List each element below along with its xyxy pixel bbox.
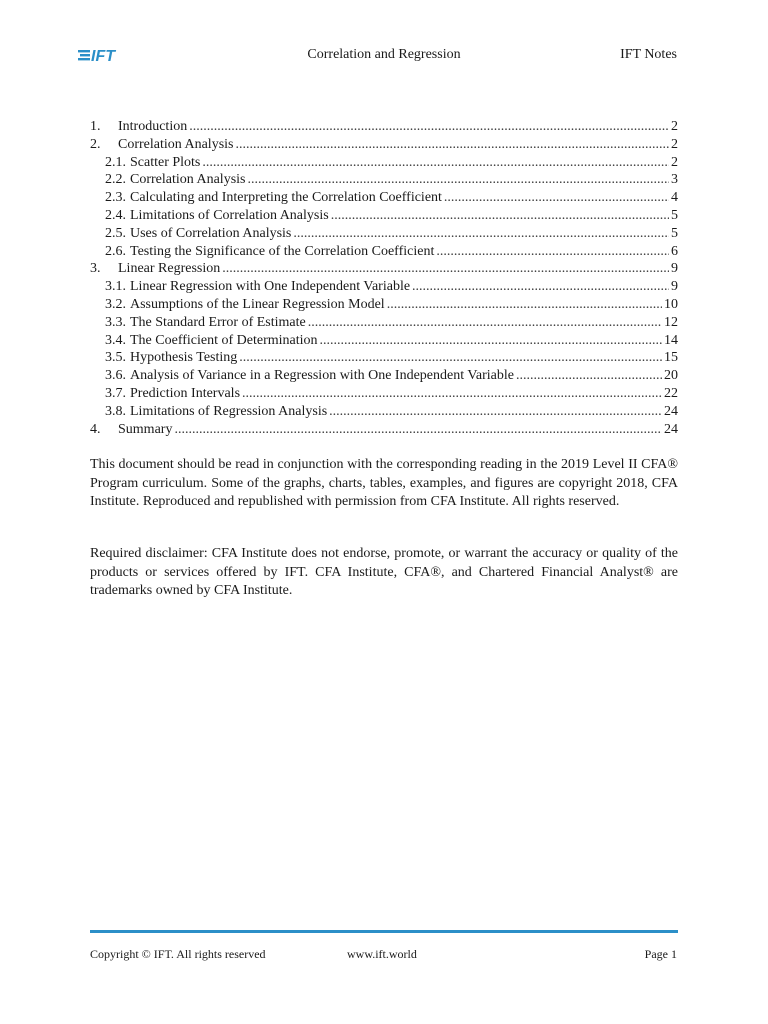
toc-entry-title: Limitations of Correlation Analysis	[130, 207, 329, 223]
toc-entry-page: 9	[671, 261, 678, 277]
toc-entry-title: Summary	[118, 421, 173, 437]
toc-dot-leader	[308, 314, 662, 332]
toc-entry-page: 10	[664, 296, 678, 312]
toc-entry-title: Uses of Correlation Analysis	[130, 225, 292, 241]
toc-dot-leader	[236, 136, 670, 154]
toc-entry[interactable]	[90, 332, 678, 350]
toc-entry-number: 3.6.	[105, 368, 126, 384]
toc-entry-page: 24	[664, 421, 678, 437]
toc-entry-number: 3.5.	[105, 350, 126, 366]
footer-page-number: Page 1	[644, 947, 677, 961]
toc-entry-page: 2	[671, 119, 678, 134]
toc-entry[interactable]	[90, 314, 678, 332]
toc-entry-title: Testing the Significance of the Correlation Coefficient	[130, 243, 435, 259]
header-notes-label: IFT Notes	[620, 47, 677, 62]
toc-entry-page: 14	[664, 332, 678, 348]
toc-entry-title: Scatter Plots	[130, 154, 201, 170]
svg-text:IFT: IFT	[91, 48, 115, 65]
toc-entry-number: 3.3.	[105, 314, 126, 330]
toc-entry[interactable]	[90, 367, 678, 385]
toc-entry-number: 4.	[90, 421, 101, 437]
toc-dot-leader	[293, 225, 669, 243]
toc-entry-number: 2.2.	[105, 172, 126, 188]
toc-entry-number: 2.6.	[105, 243, 126, 259]
toc-entry-page: 22	[664, 385, 678, 401]
toc-dot-leader	[412, 278, 669, 296]
toc-entry[interactable]	[90, 189, 678, 207]
disclaimer-paragraph: Required disclaimer: CFA Institute does not endorse, promote, or warrant the accuracy or quality of the products or services offered by IFT. CFA Institute, CFA®, and Chartered Financial Analyst® are trademarks owned by CFA Institute.	[90, 546, 678, 599]
toc-entry-number: 3.7.	[105, 385, 126, 401]
footer-copyright: Copyright © IFT. All rights reserved	[90, 947, 266, 961]
toc-entry-number: 3.1.	[105, 279, 126, 295]
toc-entry-title: The Standard Error of Estimate	[130, 314, 306, 330]
toc-entry-title: Limitations of Regression Analysis	[130, 403, 328, 419]
toc-entry-page: 15	[664, 350, 678, 366]
toc-entry[interactable]	[90, 225, 678, 243]
toc-entry-number: 2.	[90, 136, 101, 152]
toc-entry-number: 1.	[90, 119, 101, 134]
toc-entry[interactable]	[90, 171, 678, 189]
toc-dot-leader	[516, 367, 662, 385]
toc-entry-title: Introduction	[118, 119, 188, 134]
toc-entry-title: The Coefficient of Determination	[130, 332, 318, 348]
toc-entry-number: 3.4.	[105, 332, 126, 348]
intro-paragraph: This document should be read in conjunction with the corresponding reading in the 2019 Level II CFA® Program curriculum. Some of the graphs, charts, tables, examples, and figures are copyright 2018, CFA Institute. Reproduced and republished with permission from CFA Institute. All rights reserved.	[90, 457, 678, 510]
toc-dot-leader	[331, 207, 669, 225]
toc-entry[interactable]	[90, 154, 678, 172]
toc-entry[interactable]	[90, 260, 678, 278]
toc-dot-leader	[222, 260, 669, 278]
toc-entry-page: 5	[671, 225, 678, 241]
toc-dot-leader	[329, 403, 662, 421]
toc-entry[interactable]	[90, 207, 678, 225]
document-title: Correlation and Regression	[307, 47, 461, 62]
toc-dot-leader	[444, 189, 669, 207]
toc-entry-title: Linear Regression	[118, 261, 221, 277]
toc-entry-number: 2.1.	[105, 154, 126, 170]
toc-entry[interactable]	[90, 296, 678, 314]
toc-entry-title: Hypothesis Testing	[130, 350, 238, 366]
toc-dot-leader	[248, 171, 670, 189]
toc-entry-number: 3.2.	[105, 296, 126, 312]
toc-entry[interactable]	[90, 118, 678, 136]
toc-dot-leader	[174, 421, 662, 439]
toc-entry[interactable]	[90, 136, 678, 154]
toc-entry-page: 24	[664, 403, 678, 419]
footer-divider	[90, 930, 678, 933]
toc-entry-title: Analysis of Variance in a Regression with One Independent Variable	[130, 368, 514, 384]
toc-dot-leader	[239, 349, 662, 367]
toc-dot-leader	[320, 332, 662, 350]
toc-entry-title: Prediction Intervals	[130, 385, 241, 401]
toc-entry-page: 6	[671, 243, 678, 259]
toc-entry-title: Correlation Analysis	[118, 136, 234, 152]
toc-entry-page: 9	[671, 279, 678, 295]
toc-entry-title: Assumptions of the Linear Regression Model	[130, 296, 385, 312]
toc-entry-title: Linear Regression with One Independent Variable	[130, 279, 411, 295]
toc-entry-number: 2.4.	[105, 207, 126, 223]
toc-entry-page: 2	[671, 154, 678, 170]
toc-entry-page: 3	[671, 172, 678, 188]
table-of-contents	[90, 118, 678, 438]
toc-dot-leader	[387, 296, 662, 314]
toc-entry[interactable]	[90, 243, 678, 261]
toc-dot-leader	[242, 385, 662, 403]
toc-entry-page: 20	[664, 368, 678, 384]
toc-entry-number: 2.5.	[105, 225, 126, 241]
toc-entry-title: Calculating and Interpreting the Correlation Coefficient	[130, 190, 442, 206]
toc-entry[interactable]	[90, 278, 678, 296]
toc-entry-title: Correlation Analysis	[130, 172, 246, 188]
toc-dot-leader	[202, 154, 669, 172]
toc-entry[interactable]	[90, 403, 678, 421]
toc-entry-number: 3.8.	[105, 403, 126, 419]
toc-entry-page: 5	[671, 207, 678, 223]
footer-website: www.ift.world	[347, 947, 417, 961]
toc-entry-number: 3.	[90, 261, 101, 277]
toc-entry-number: 2.3.	[105, 190, 126, 206]
toc-entry-page: 4	[671, 190, 678, 206]
toc-entry[interactable]	[90, 421, 678, 439]
toc-dot-leader	[436, 243, 669, 261]
toc-entry[interactable]	[90, 349, 678, 367]
toc-dot-leader	[189, 118, 669, 136]
page-header	[0, 0, 768, 80]
toc-entry-page: 12	[664, 314, 678, 330]
toc-entry[interactable]	[90, 385, 678, 403]
toc-entry-page: 2	[671, 136, 678, 152]
